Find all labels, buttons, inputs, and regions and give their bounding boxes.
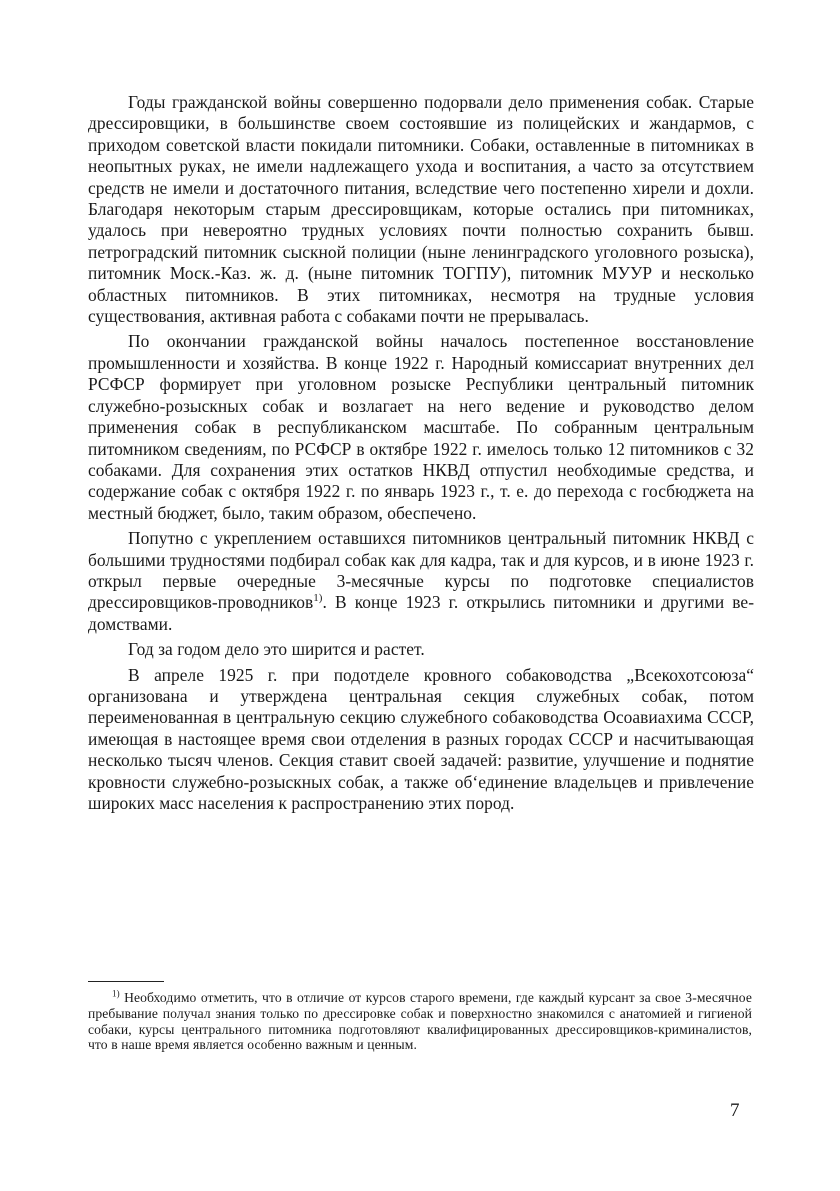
paragraph-growth: Год за годом дело это ширится и растет.	[128, 639, 425, 660]
main-text	[88, 92, 754, 814]
paragraph-courses-tail: . В конце 1923 г. открылись питомники и другими ведомствами.	[88, 592, 754, 634]
paragraph-courses-text: Попутно с укреплением оставшихся питомников центральный питомник НКВД с большими трудностями подбирал собак как для кадра, так и для курсов, и в июне 1923 г. открыл первые очередные 3-месячные курсы по подготовке специалистов дрессировщиков-проводников	[88, 528, 754, 613]
footnote-text: Необходимо отметить, что в отличие от курсов старого времени, где каждый курсант за свое 3-месячное пребывание получал знания только по дрессировке собак и поверхностно знакомился с анатомией и гигиеной собаки, курсы центрального питомника подготовляют квалифицированных дрессировщиков-криминалистов, что в наше время является особенно важным и ценным.	[88, 990, 752, 1053]
page-number: 7	[730, 1100, 740, 1121]
footnote-reference: 1)	[313, 592, 323, 605]
footnote-divider	[88, 981, 164, 982]
footnote	[88, 990, 752, 1053]
paragraph-post-war-restoration: По окончании гражданской войны началось постепенное восстановление промышленности и хозяйства. В конце 1922 г. Народный комиссариат внутренних дел РСФСР формирует при уголовном розыске Республики центральный питомник служебно-розыскных собак и возлагает на него ведение и руководство делом применения собак в республиканском масштабе. По собранным центральным питомником сведениям, по РСФСР в октябре 1922 г. имелось только 12 питомников с 32 собаками. Для сохранения этих остатков НКВД отпустил необходимые средства, и содержание собак с октября 1922 г. по январь 1923 г., т. е. до перехода с госбюджета на местный бюджет, было, таким образом, обеспечено.	[88, 331, 754, 523]
paragraph-central-section: В апреле 1925 г. при подотделе кровного собаководства „Всекохотсоюза“ организована и утверждена центральная секция служебных собак, потом переименованная в центральную секцию служебного собаководства Осоавиахима СССР, имеющая в настоящее время свои отделения в разных городах СССР и насчитывающая несколько тысяч членов. Секция ставит своей задачей: развитие, улучшение и поднятие кровности служебно-розыскных собак, а также об‘единение владельцев и привлечение широких масс населения к распространению этих пород.	[88, 664, 754, 813]
footnote-marker: 1)	[112, 988, 120, 999]
paragraph-civil-war: Годы гражданской войны совершенно подорвали дело применения собак. Старые дрессировщики, в большинстве своем состоявшие из полицейских и жандармов, с приходом советской власти покидали питомники. Собаки, оставленные в питомниках в неопытных руках, не имели надлежащего ухода и воспитания, а часто за отсутствием средств не имели и достаточного питания, вследствие чего постепенно хирели и дохли. Благодаря некоторым старым дрессировщикам, которые остались при питомниках, удалось при невероятно трудных условиях почти полностью сохранить бывш. петроградский питомник сыскной полиции (ныне ленинградского уголовного розыска), питомник Моск.-Каз. ж. д. (ныне питомник ТОГПУ), питомник МУУР и несколько областных питомников. В этих питомниках, несмотря на трудные условия существования, активная работа с собаками почти не прерывалась.	[88, 92, 754, 327]
paragraph-central-kennel-courses	[88, 528, 754, 635]
